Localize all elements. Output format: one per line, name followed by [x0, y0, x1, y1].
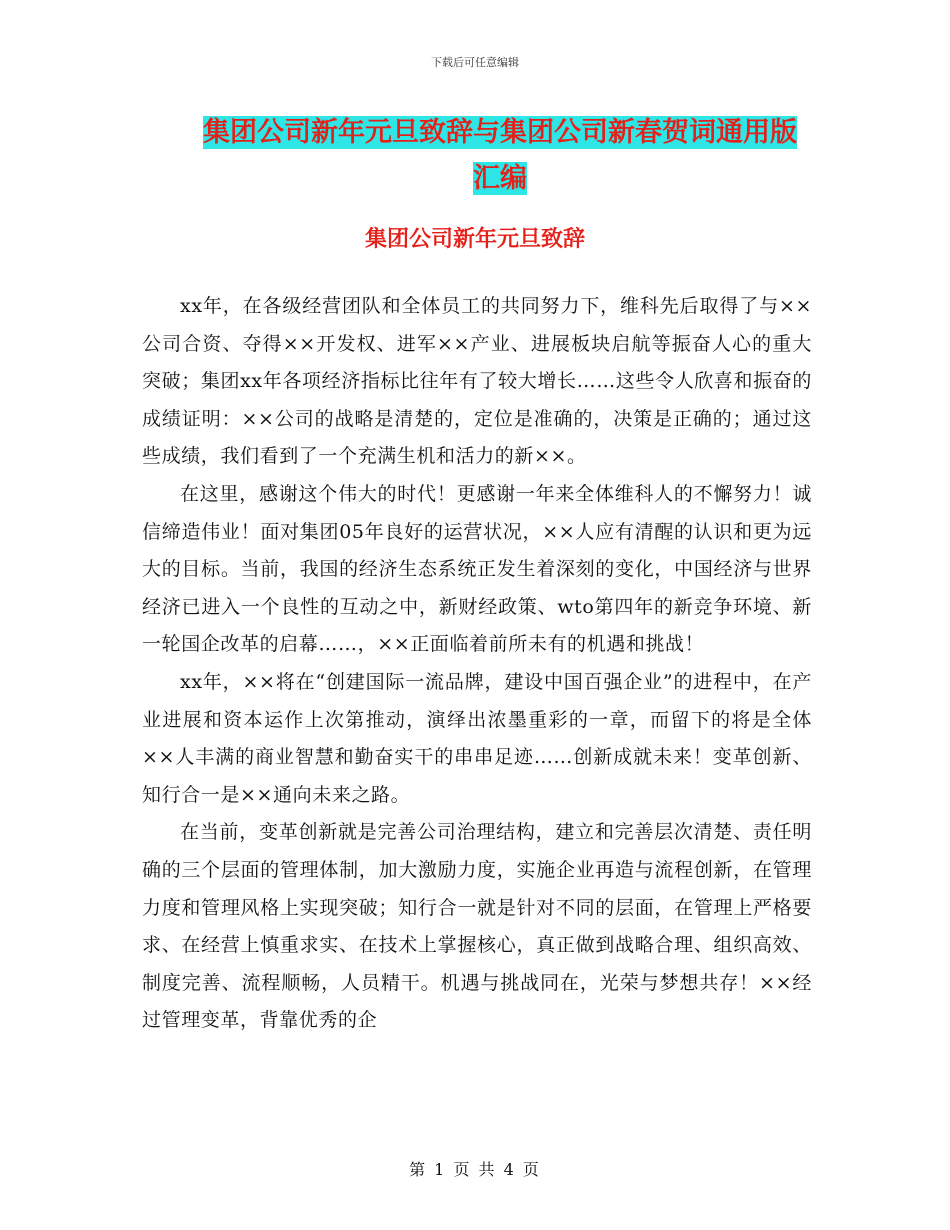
- paragraph: xx年，××将在“创建国际一流品牌，建设中国百强企业”的进程中，在产业进展和资本运作上次第推动，演绎出浓墨重彩的一章，而留下的将是全体××人丰满的商业智慧和勤奋实干的串串足迹……创新成就未来！变革创新、知行合一是××通向未来之路。: [142, 670, 812, 806]
- document-body: [142, 288, 812, 1040]
- paragraph: xx年，在各级经营团队和全体员工的共同努力下，维科先后取得了与××公司合资、夺得××开发权、进军××产业、进展板块启航等振奋人心的重大突破；集团xx年各项经济指标比往年有了较大增长……这些令人欣喜和振奋的成绩证明：××公司的战略是清楚的，定位是准确的，决策是正确的；通过这些成绩，我们看到了一个充满生机和活力的新××。: [142, 295, 812, 468]
- section-title: 集团公司新年元旦致辞: [364, 227, 585, 252]
- document-title-text: 集团公司新年元旦致辞与集团公司新春贺词通用版汇编: [203, 117, 797, 194]
- header-note: 下载后可任意编辑: [431, 56, 519, 69]
- document-title: [190, 110, 810, 202]
- paragraph: 在这里，感谢这个伟大的时代！更感谢一年来全体维科人的不懈努力！诚信缔造伟业！面对集团05年良好的运营状况，××人应有清醒的认识和更为远大的目标。当前，我国的经济生态系统正发生着深刻的变化，中国经济与世界经济已进入一个良性的互动之中，新财经政策、wto第四年的新竞争环境、新一轮国企改革的启幕……，××正面临着前所未有的机遇和挑战！: [142, 482, 812, 656]
- page-indicator: 第 1 页 共 4 页: [409, 1160, 541, 1179]
- paragraph: 在当前，变革创新就是完善公司治理结构，建立和完善层次清楚、责任明确的三个层面的管理体制，加大激励力度，实施企业再造与流程创新，在管理力度和管理风格上实现突破；知行合一就是针对不同的层面，在管理上严格要求、在经营上慎重求实、在技术上掌握核心，真正做到战略合理、组织高效、制度完善、流程顺畅，人员精干。机遇与挑战同在，光荣与梦想共存！××经过管理变革，背靠优秀的企: [142, 821, 812, 1032]
